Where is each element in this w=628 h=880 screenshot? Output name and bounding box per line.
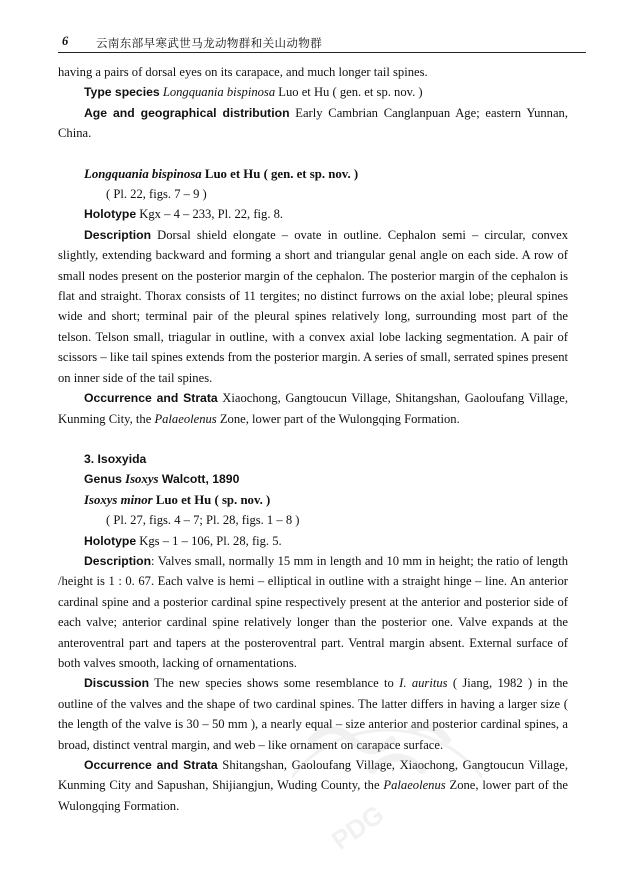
species1-name: Longquania bispinosa <box>84 166 202 181</box>
genus-label: Genus <box>84 472 122 487</box>
type-species <box>58 82 568 102</box>
age-distribution-text: Early Cambrian Canglanpuan Age; eastern Yunnan, China. <box>58 105 568 141</box>
type-species-label: Type species <box>84 85 160 100</box>
occurrence-label: Occurrence and Strata <box>84 391 218 406</box>
occurrence-text: Shitangshan, Gaoloufang Village, Xiaochong, Gangtoucun Village, Kunming City and Sapushan, Shijiangjun, Wuding County, the <box>58 758 569 793</box>
age-distribution <box>58 103 568 144</box>
zone-name: Palaeolenus <box>383 778 446 793</box>
description-label: Description <box>84 227 152 242</box>
order-label: 3. Isoxyida <box>84 451 147 466</box>
holotype-label: Holotype <box>84 207 137 222</box>
running-header <box>58 34 586 53</box>
species2-heading <box>58 490 568 510</box>
page-number: 6 <box>62 34 69 48</box>
genus-heading <box>58 469 568 489</box>
holotype-text: Kgs – 1 – 106, Pl. 28, fig. 5. <box>136 533 282 548</box>
species1-plates: ( Pl. 22, figs. 7 – 9 ) <box>106 187 207 202</box>
library-seal-watermark-icon <box>292 700 482 860</box>
zone-name: Palaeolenus <box>154 411 217 426</box>
species2-plates: ( Pl. 27, figs. 4 – 7; Pl. 28, figs. 1 – 8 ) <box>106 513 300 528</box>
description-text: : Valves small, normally 15 mm in length and 10 mm in height; the ratio of length /height is 1 : 0. 67. Each valve is hemi – elliptical in outline with a straight hinge – line. An anterior cardinal spine and a posterior cardinal spine respectively present at the anterior and posterior side of each valve; anterior cardinal spine relatively longer than the posterior one. Valve expands at the anteroventral part and tapers at the posteroventral part. Ventral margin absent. External surface of both valves smooth, lacking of ornamentations. <box>58 553 568 670</box>
discussion-label: Discussion <box>84 676 150 691</box>
occurrence-text-end: Zone, lower part of the Wulongqing Formation. <box>216 411 460 426</box>
occurrence-label: Occurrence and Strata <box>84 758 218 772</box>
species1-occurrence <box>58 388 568 429</box>
species2-name: Isoxys minor <box>84 492 153 507</box>
holotype-text: Kgx – 4 – 233, Pl. 22, fig. 8. <box>136 207 284 222</box>
discussion-text-end: ( Jiang, 1982 ) in the outline of the valves and the shape of two cardinal spines. The latter differs in having a larger size ( the length of the valve is 30 – 50 mm ), a nearly equal – size anterior and posterior cardinal spines, a broad, distinct ventral margin, and web – like ornament on carapace surface. <box>58 676 568 752</box>
order-heading <box>58 449 568 469</box>
occurrence-text-end: Zone, lower part of the Wulongqing Formation. <box>58 778 568 813</box>
species2-author: Luo et Hu ( sp. nov. ) <box>152 492 271 507</box>
occurrence-text: Xiaochong, Gangtoucun Village, Shitangshan, Gaoloufang Village, Kunming City, the <box>58 391 569 426</box>
watermark-text: PDG <box>325 798 390 856</box>
species-reference: I. auritus <box>399 676 448 691</box>
description-text: Dorsal shield elongate – ovate in outline. Cephalon semi – circular, convex slightly, extending backward and forming a short and triangular genal angle on each side. A row of small nodes present on the posterior margin of the cephalon. The posterior margin of the cephalon is flat and straight. Thorax consists of 11 tergites; no distinct furrows on the axial lobe; pleural spines wide and short; terminal pair of the pleural spines relatively long, surrounding most part of the telson. Telson small, triagular in outline, with a convex axial lobe lacking segmentation. A pair of scissors – like tail spines extends from the posterior margin. A series of small, serrated spines present on inner side of the tail spines. <box>58 227 568 385</box>
species2-holotype <box>58 531 568 551</box>
species1-holotype <box>58 204 568 224</box>
species1-heading <box>58 164 568 184</box>
intro-paragraph: having a pairs of dorsal eyes on its carapace, and much longer tail spines. <box>58 65 428 79</box>
holotype-label: Holotype <box>84 533 137 548</box>
species1-description <box>58 225 568 388</box>
description-label: Description <box>84 553 152 568</box>
running-title: 云南东部早寒武世马龙动物群和关山动物群 <box>96 38 323 50</box>
genus-name: Isoxys <box>125 472 159 487</box>
age-distribution-label: Age and geographical distribution <box>84 105 290 120</box>
type-species-name: Longquania bispinosa <box>162 85 276 100</box>
discussion-text: The new species shows some resemblance to <box>149 676 400 691</box>
genus-author: Walcott, 1890 <box>158 472 240 487</box>
species2-description <box>58 551 568 673</box>
type-species-author: Luo et Hu ( gen. et sp. nov. ) <box>275 85 423 100</box>
species1-author: Luo et Hu ( gen. et sp. nov. ) <box>201 166 359 181</box>
